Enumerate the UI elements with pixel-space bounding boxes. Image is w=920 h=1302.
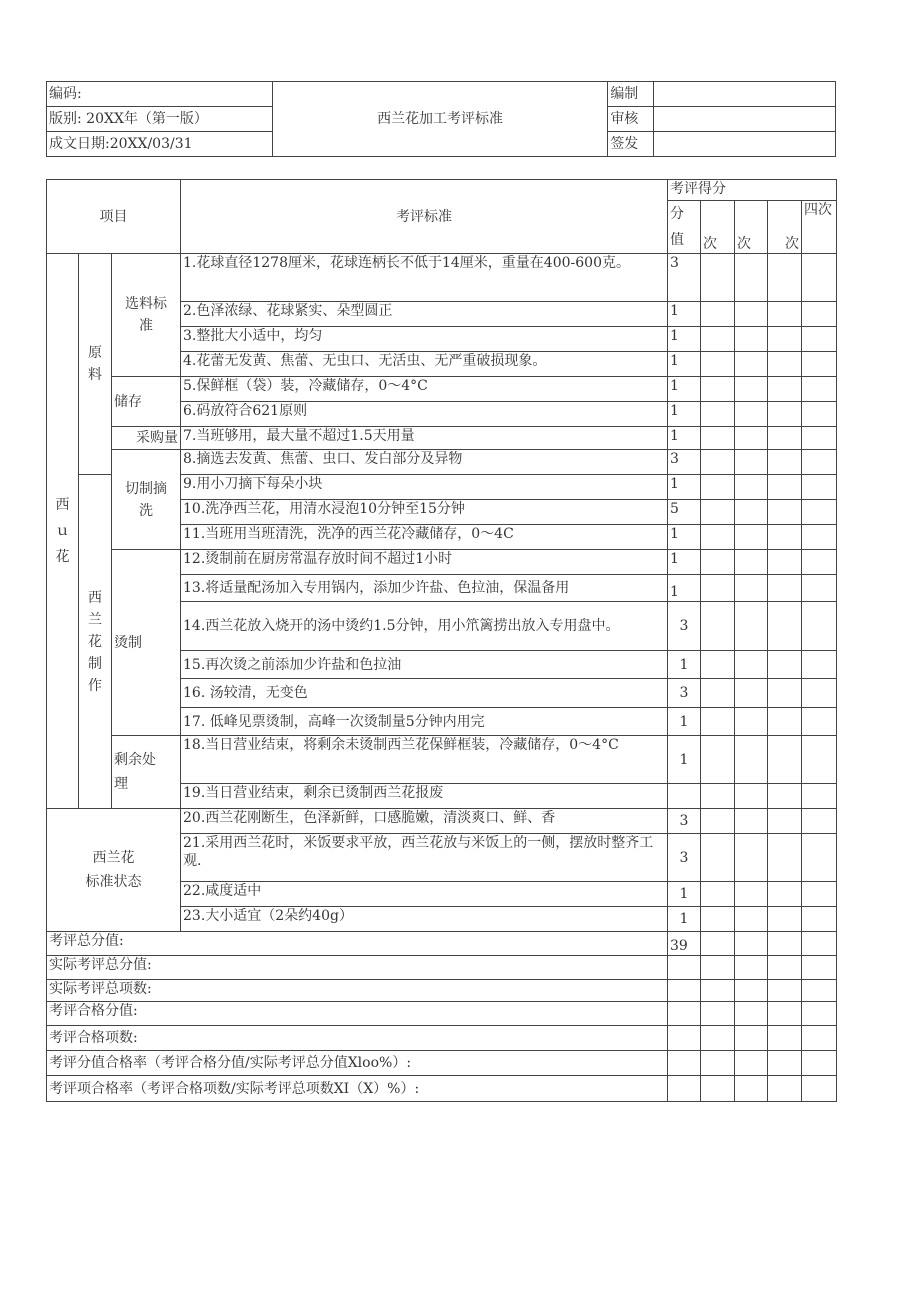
score-cell: 1 [668, 708, 701, 736]
score-cell: 3 [668, 602, 701, 651]
summary-label: 考评项合格率（考评合格项数/实际考评总项数XI（X）%）: [47, 1076, 668, 1102]
standard-row: 9.用小刀摘下每朵小块 [181, 475, 668, 500]
summary-value [668, 1076, 701, 1102]
times-cell [802, 254, 837, 302]
group-broccoli: 西ｕ 花 [47, 254, 79, 809]
standard-row: 14.西兰花放入烧开的汤中烫约1.5分钟，用小笊篱捞出放入专用盘中。 [181, 602, 668, 651]
standard-row: 5.保鲜框（袋）装，冷藏储存，0～4°C [181, 377, 668, 402]
standard-row: 15.再次烫之前添加少许盐和色拉油 [181, 651, 668, 679]
times-cell [701, 254, 735, 302]
standard-row: 12.烫制前在厨房常温存放时间不超过1小时 [181, 550, 668, 575]
summary-label: 考评总分值: [47, 932, 668, 956]
summary-label: 实际考评总分值: [47, 956, 668, 980]
compiled-value [654, 82, 836, 107]
standard-row: 22.咸度适中 [181, 882, 668, 907]
score-cell: 1 [668, 302, 701, 327]
summary-label: 考评合格项数: [47, 1026, 668, 1051]
standard-row: 18.当日营业结束，将剩余未烫制西兰花保鲜框装，冷藏储存，0～4°C [181, 736, 668, 784]
code-label: 编码: [47, 82, 273, 107]
standard-row: 11.当班用当班清洗，洗净的西兰花冷藏储存，0～4C [181, 525, 668, 550]
sub-blanching: 烫制 [112, 550, 181, 736]
sub-leftover: 剩余处 理 [112, 736, 181, 809]
compiled-label: 编制 [608, 82, 654, 107]
standard-row: 21.采用西兰花时，米饭要求平放，西兰花放与米饭上的一侧，摆放时整齐工观. [181, 834, 668, 882]
times-header-3: 次 [768, 201, 802, 254]
standard-row: 6.码放符合621原则 [181, 402, 668, 427]
score-cell: 1 [668, 475, 701, 500]
issue-value [654, 132, 836, 157]
standard-row: 16. 汤较清，无变色 [181, 679, 668, 708]
summary-label: 实际考评总项数: [47, 980, 668, 1002]
times-header-4: 四次 [802, 201, 837, 254]
times-cell [735, 254, 768, 302]
score-cell: 1 [668, 327, 701, 352]
summary-label: 考评合格分值: [47, 1002, 668, 1026]
standard-row: 4.花蕾无发黄、焦蕾、无虫口、无活虫、无严重破损现象。 [181, 352, 668, 377]
score-cell: 3 [668, 679, 701, 708]
score-cell: 1 [668, 736, 701, 784]
score-cell: 1 [668, 907, 701, 932]
column-item-header: 项目 [47, 180, 181, 254]
score-cell: 1 [668, 402, 701, 427]
date-label: 成文日期:20XX/03/31 [47, 132, 273, 157]
summary-label: 考评分值合格率（考评合格分值/实际考评总分值Xloo%）: [47, 1051, 668, 1076]
summary-value [668, 956, 701, 980]
column-standard-header: 考评标准 [181, 180, 668, 254]
evaluation-table [46, 179, 837, 1102]
standard-row: 3.整批大小适中，均匀 [181, 327, 668, 352]
score-cell: 1 [668, 377, 701, 402]
standard-row: 1.花球直径1278厘米，花球连柄长不低于14厘米，重量在400-600克。 [181, 254, 668, 302]
summary-value [668, 1026, 701, 1051]
points-header: 分 值 [668, 201, 701, 254]
sub-cut-wash: 切制摘 洗 [112, 450, 181, 550]
score-cell: 3 [668, 254, 701, 302]
standard-row: 19.当日营业结束，剩余已烫制西兰花报废 [181, 784, 668, 809]
score-cell: 5 [668, 500, 701, 525]
score-cell: 3 [668, 834, 701, 882]
group-broccoli-making: 西 兰 花 制 作 [79, 475, 112, 809]
standard-row: 17. 低峰见票烫制，高峰一次烫制量5分钟内用完 [181, 708, 668, 736]
issue-label: 签发 [608, 132, 654, 157]
group-raw-material: 原 料 [79, 254, 112, 475]
standard-row: 8.摘选去发黄、焦蕾、虫口、发白部分及异物 [181, 450, 668, 475]
score-cell: 1 [668, 352, 701, 377]
standard-row: 20.西兰花刚断生，色泽新鲜，口感脆嫩，清淡爽口、鲜、香 [181, 809, 668, 834]
times-header-2: 次 [735, 201, 768, 254]
score-cell: 1 [668, 882, 701, 907]
header-table [46, 81, 836, 157]
score-cell: 3 [668, 450, 701, 475]
standard-row: 23.大小适宜（2朵约40g） [181, 907, 668, 932]
standard-row: 13.将适量配汤加入专用锅内，添加少许盐、色拉油，保温备用 [181, 575, 668, 602]
document-title: 西兰花加工考评标准 [272, 82, 608, 157]
score-cell: 3 [668, 809, 701, 834]
sub-purchase-quantity: 采购量 [112, 427, 181, 450]
score-cell: 1 [668, 651, 701, 679]
summary-value [668, 980, 701, 1002]
sub-storage: 储存 [112, 377, 181, 427]
summary-value [668, 1002, 701, 1026]
column-score-header: 考评得分 [668, 180, 837, 201]
summary-value: 39 [668, 932, 701, 956]
score-cell: 1 [668, 550, 701, 575]
edition-label: 版别: 20XX年（第一版） [47, 107, 273, 132]
group-standard-state: 西兰花 标准状态 [47, 809, 181, 932]
sub-select-standard: 选料标 准 [112, 254, 181, 377]
review-value [654, 107, 836, 132]
times-cell [768, 254, 802, 302]
times-header-1: 次 [701, 201, 735, 254]
summary-value [668, 1051, 701, 1076]
standard-row: 7.当班够用，最大量不超过1.5天用量 [181, 427, 668, 450]
standard-row: 10.洗净西兰花，用清水浸泡10分钟至15分钟 [181, 500, 668, 525]
score-cell: 1 [668, 525, 701, 550]
score-cell: 1 [668, 427, 701, 450]
score-cell: 1 [668, 575, 701, 602]
score-cell [668, 784, 701, 809]
review-label: 审核 [608, 107, 654, 132]
standard-row: 2.色泽浓绿、花球紧实、朵型圆正 [181, 302, 668, 327]
